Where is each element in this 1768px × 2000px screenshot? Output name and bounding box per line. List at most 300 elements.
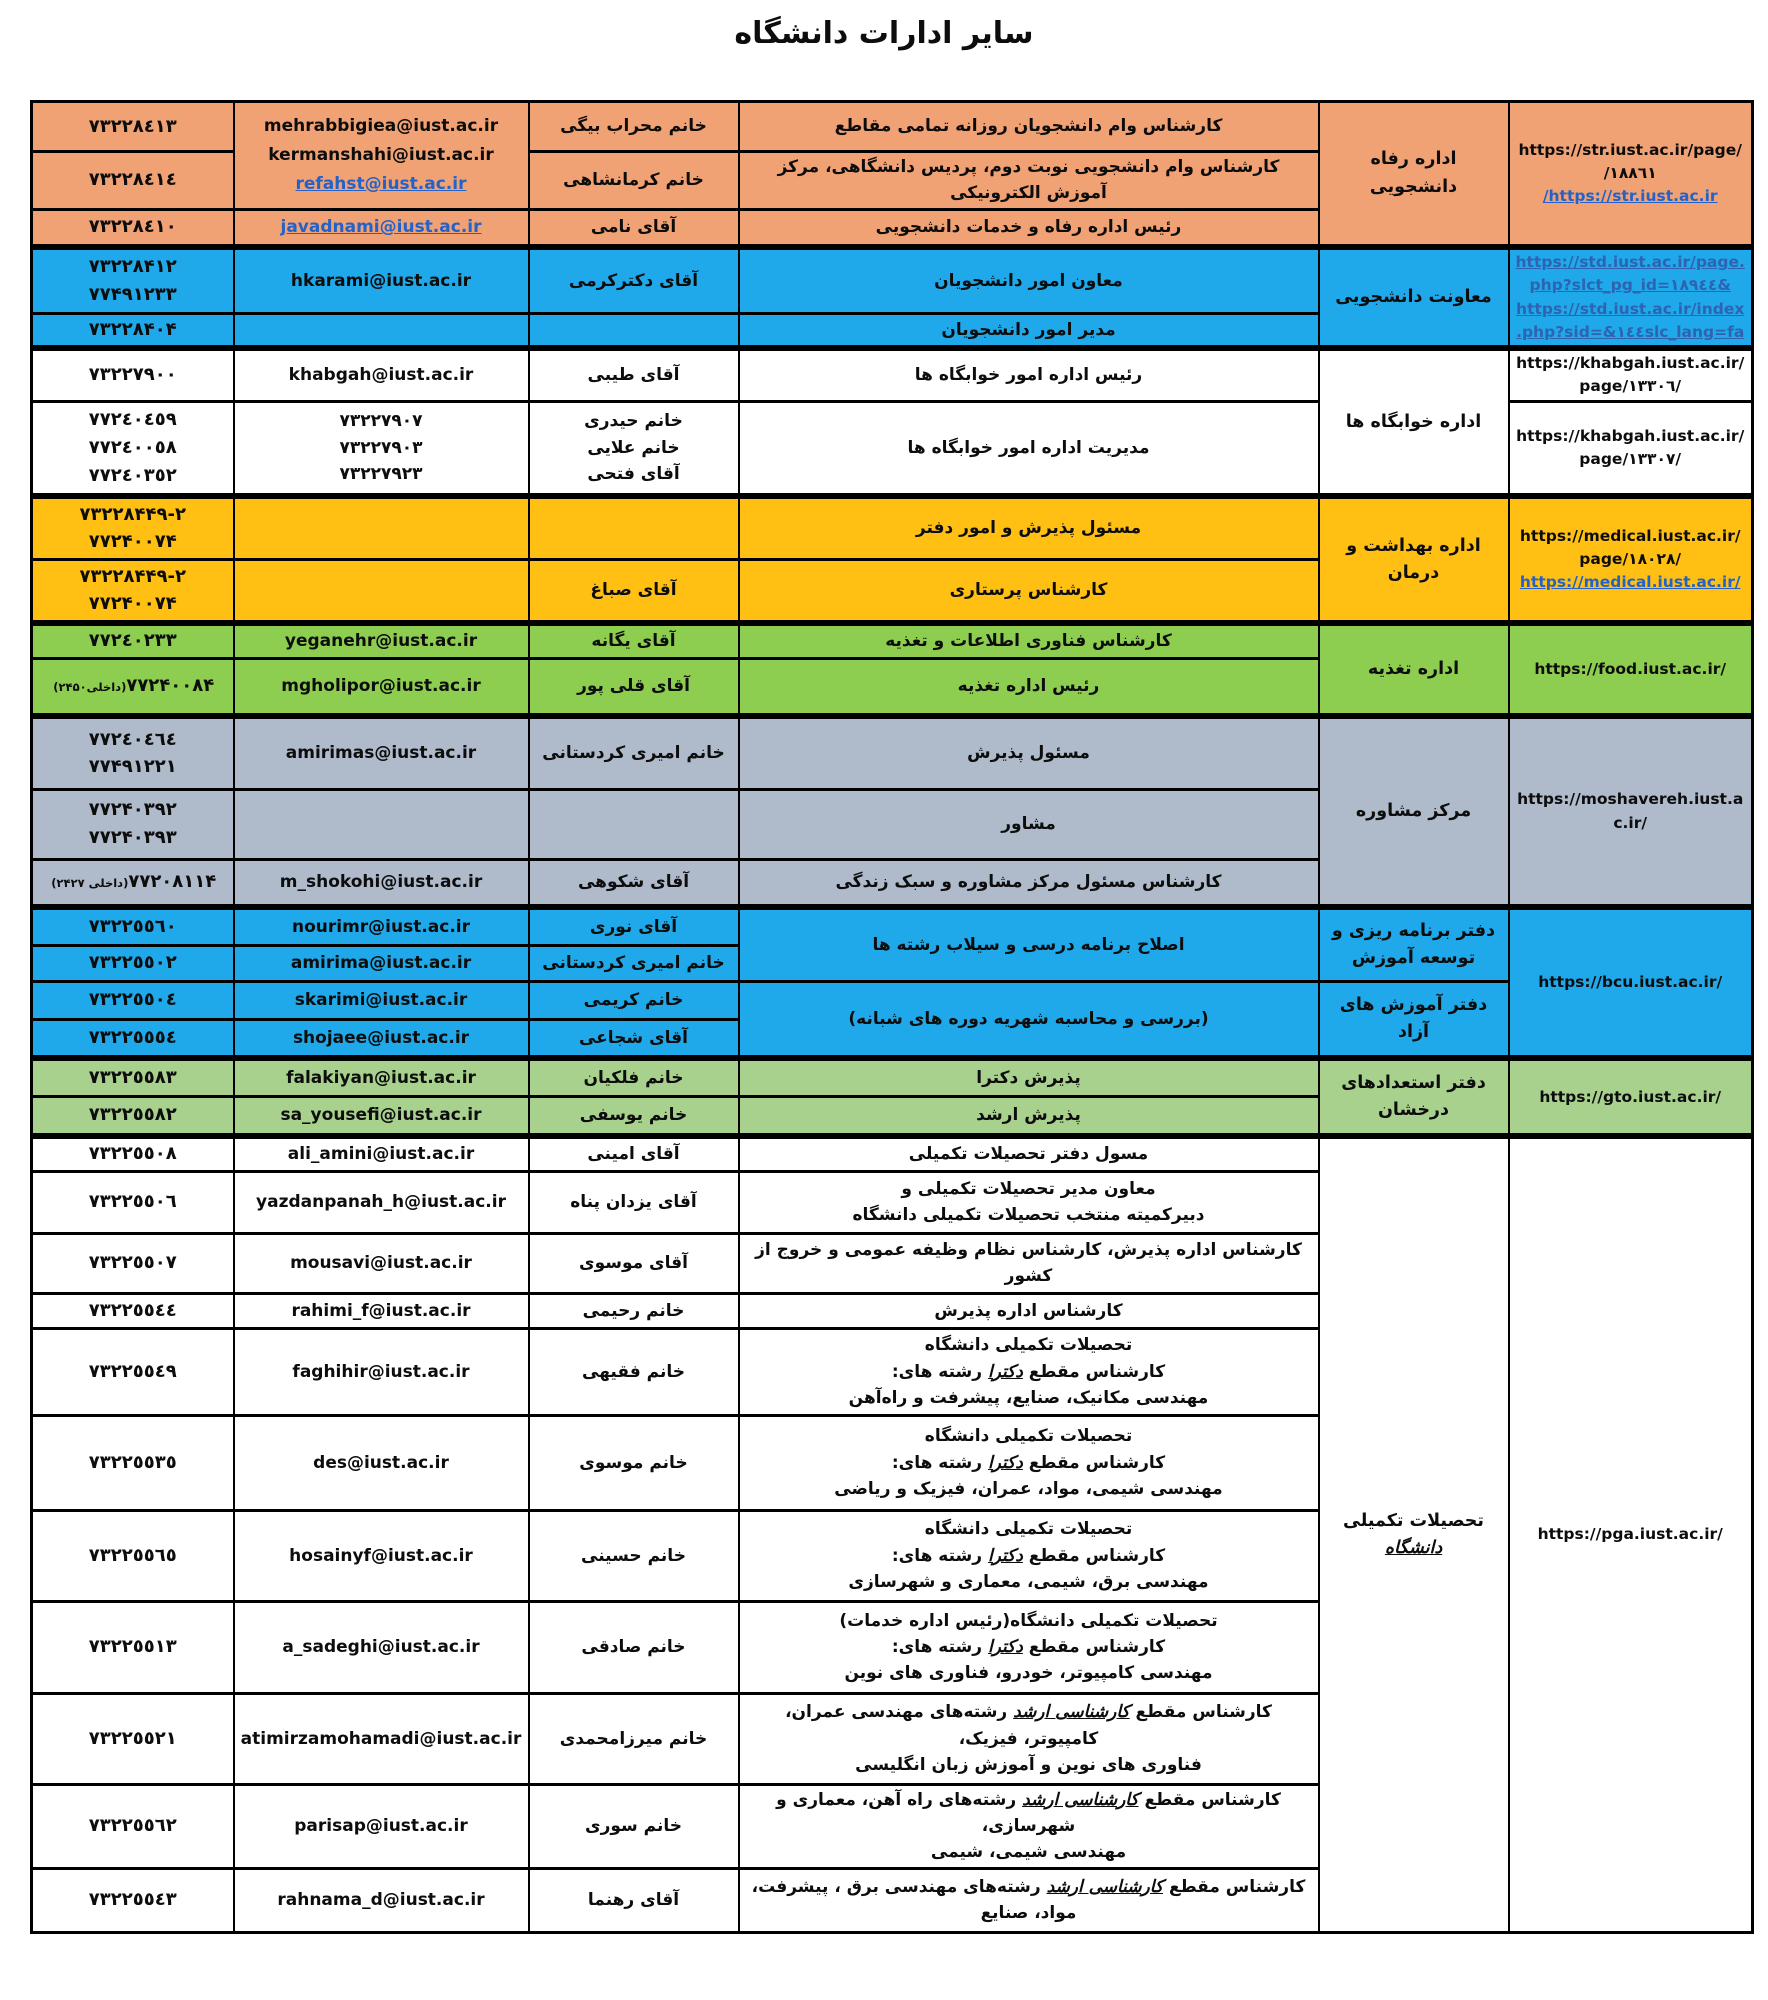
- dept-name: مرکز مشاوره: [1355, 801, 1472, 822]
- email-text: m_shokohi@iust.ac.ir: [279, 872, 483, 893]
- dept-name: معاونت دانشجویی: [1335, 287, 1492, 308]
- role-text: رئیس اداره تغذیه: [957, 676, 1100, 697]
- phone-cell: [32, 1601, 234, 1693]
- dept-cell: [1319, 623, 1509, 716]
- phone-cell: [32, 1171, 234, 1233]
- email-cell: [234, 559, 529, 623]
- dept-name: توسعه آموزش: [1351, 947, 1476, 968]
- name-cell: [529, 401, 739, 496]
- person-name: خانم محراب بیگی: [560, 116, 707, 137]
- role-cell: [739, 859, 1319, 907]
- name-cell: [529, 1058, 739, 1096]
- phone-cell: [32, 1096, 234, 1136]
- phone-number: ٧٧۴٩١٢٣٣: [88, 283, 177, 305]
- phone-number: ٧٣٢٢٥٥٠٧: [88, 1252, 177, 1274]
- name-cell: [529, 1171, 739, 1233]
- email-cell: [234, 1601, 529, 1693]
- dept-name: درخشان: [1378, 1100, 1449, 1121]
- dept-cell: [1319, 348, 1509, 496]
- phone-cell: [32, 1328, 234, 1415]
- phone-number: ٧٣٢٢٨۴۴٢-٩: [79, 565, 186, 587]
- name-cell: [529, 945, 739, 981]
- email-cell: [234, 1058, 529, 1096]
- person-name: آقای موسوی: [579, 1253, 688, 1274]
- name-cell: [529, 1868, 739, 1932]
- person-name: آقای یزدان پناه: [570, 1192, 697, 1213]
- role-cell: [739, 348, 1319, 401]
- role-text: تحصیلات تکمیلی دانشگاه: [924, 1335, 1133, 1356]
- person-name: خانم رحیمی: [582, 1300, 685, 1321]
- person-name: خانم صادقی: [581, 1637, 686, 1658]
- role-text: رئیس اداره رفاه و خدمات دانشجویی: [875, 217, 1182, 238]
- email-cell: [234, 1171, 529, 1233]
- phone-cell: [32, 716, 234, 789]
- email-text: faghihir@iust.ac.ir: [292, 1361, 470, 1382]
- dept-name: اداره تغذیه: [1367, 659, 1460, 680]
- name-cell: [529, 1415, 739, 1510]
- email-cell: [234, 716, 529, 789]
- phone-number: ٧٧٢٤٠٤٥٩: [88, 409, 177, 431]
- phone-number: ٧٣٢٢٥٥٠٨: [88, 1143, 177, 1165]
- person-name: آقای صباغ: [590, 580, 677, 601]
- url-line: https://pga.iust.ac.ir/: [1537, 1525, 1723, 1544]
- email-cell: [234, 401, 529, 496]
- name-cell: [529, 859, 739, 907]
- phone-number: ٧٣٢٢٥٥٨٣: [88, 1066, 177, 1088]
- role-text: رئیس اداره امور خوابگاه ها: [914, 365, 1143, 386]
- url-line: https://khabgah.iust.ac.ir/: [1516, 426, 1745, 445]
- name-cell: [529, 1784, 739, 1868]
- url-cell: [1509, 623, 1753, 716]
- email-cell: [234, 1096, 529, 1136]
- person-name: خانم امیری کردستانی: [542, 953, 725, 974]
- website-link[interactable]: https://medical.iust.ac.ir/: [1519, 573, 1741, 592]
- email-text: a_sadeghi@iust.ac.ir: [282, 1637, 480, 1658]
- url-line: https://str.iust.ac.ir/page/: [1518, 140, 1742, 159]
- phone-number: ٧٣٢٢٥٥٣٥: [88, 1451, 177, 1473]
- email-text: rahnama_d@iust.ac.ir: [277, 1890, 485, 1911]
- name-cell: [529, 1136, 739, 1171]
- role-cell: [739, 559, 1319, 623]
- role-cell: [739, 981, 1319, 1058]
- email-cell: [234, 945, 529, 981]
- phone-number: ٧٧٢۴٠٠٧۴: [88, 531, 177, 553]
- phone-number: ٧٣٢٢٨٤١٣: [88, 115, 177, 137]
- email-cell: [234, 1784, 529, 1868]
- person-name: خانم سوری: [584, 1816, 682, 1837]
- role-text: مسئول پذیرش: [967, 743, 1090, 764]
- role-text: کارشناس پرستاری: [949, 580, 1108, 601]
- name-cell: [529, 209, 739, 247]
- role-text: مهندسی شیمی، شیمی: [930, 1842, 1127, 1863]
- email-link[interactable]: refahst@iust.ac.ir: [295, 173, 467, 194]
- phone-number: ٧٣٢٢٧٩٠٠: [88, 364, 177, 386]
- role-cell: [739, 1171, 1319, 1233]
- phone-cell: [32, 623, 234, 658]
- phone-cell: [32, 1510, 234, 1601]
- role-text: معاون مدیر تحصیلات تکمیلی و: [901, 1178, 1156, 1199]
- role-text: کارشناس مقطع کارشناسی ارشد رشته‌های راه آهن، معماری و شهرسازی،: [776, 1789, 1281, 1837]
- email-text: sa_yousefi@iust.ac.ir: [280, 1105, 482, 1126]
- role-cell: [739, 1058, 1319, 1096]
- role-text: تحصیلات تکمیلی دانشگاه(رئیس اداره خدمات): [839, 1610, 1218, 1631]
- role-text: پذیرش دکترا: [976, 1067, 1081, 1088]
- role-cell: [739, 789, 1319, 859]
- email-text: kermanshahi@iust.ac.ir: [268, 144, 494, 165]
- role-cell: [739, 1293, 1319, 1328]
- dept-name: دفتر استعدادهای: [1341, 1073, 1486, 1094]
- name-cell: [529, 1233, 739, 1293]
- role-cell: [739, 102, 1319, 152]
- phone-cell: [32, 1693, 234, 1784]
- phone-cell: [32, 1415, 234, 1510]
- email-cell: [234, 981, 529, 1019]
- email-cell: [234, 1415, 529, 1510]
- phone-number: ٧٣٢٢٨۴۴٢-٩: [79, 503, 186, 525]
- phone-number: ٧٣٢٢٨٤١٠: [88, 216, 177, 238]
- role-text: مشاور: [1001, 814, 1056, 835]
- email-text: rahimi_f@iust.ac.ir: [291, 1300, 471, 1321]
- name-cell: [529, 559, 739, 623]
- phone-cell: [32, 348, 234, 401]
- phone-number: ٧٣٢٢٥٥٤٤: [88, 1299, 177, 1321]
- phone-number: ٧٣٢٢٧٩٠٣: [339, 437, 423, 458]
- phone-cell: [32, 1019, 234, 1058]
- phone-cell: [32, 209, 234, 247]
- email-text: amirima@iust.ac.ir: [290, 953, 472, 974]
- email-cell: [234, 1510, 529, 1601]
- name-cell: [529, 1293, 739, 1328]
- url-line: https://moshavereh.iust.a: [1517, 790, 1744, 809]
- dept-name: دفتر آموزش های آزاد: [1339, 994, 1488, 1042]
- role-text: کارشناس اداره پذیرش، کارشناس نظام وظیفه عمومی و خروج از کشور: [755, 1239, 1302, 1287]
- phone-cell: [32, 1136, 234, 1171]
- page-title: سایر ادارات دانشگاه: [734, 16, 1034, 51]
- person-name: آقای نامی: [590, 217, 677, 238]
- phone-number: ٧٧٢٤٠٢٣٣: [88, 630, 177, 652]
- dept-cell: [1319, 981, 1509, 1058]
- person-name: خانم میرزامحمدی: [559, 1728, 708, 1749]
- name-cell: [529, 1601, 739, 1693]
- dept-name: دفتر برنامه ریزی و: [1331, 920, 1496, 941]
- role-text: کارشناس مقطع دکترا رشته های:: [891, 1452, 1166, 1473]
- phone-cell: [32, 1868, 234, 1932]
- name-cell: [529, 348, 739, 401]
- phone-cell: [32, 789, 234, 859]
- person-name: خانم کریمی: [583, 990, 684, 1011]
- url-cell: [1509, 1058, 1753, 1136]
- role-cell: [739, 313, 1319, 348]
- person-name: خانم علایی: [587, 437, 680, 458]
- role-text: مهندسی برق، شیمی، معماری و شهرسازی: [848, 1571, 1209, 1592]
- url-cell: [1509, 401, 1753, 496]
- email-cell: [234, 1136, 529, 1171]
- role-cell: [739, 401, 1319, 496]
- email-cell: [234, 1293, 529, 1328]
- person-name: خانم یوسفی: [579, 1105, 688, 1126]
- name-cell: [529, 247, 739, 313]
- phone-number: ٧٣٢٢٨۴٠۴: [88, 319, 177, 341]
- role-text: کارشناس اداره پذیرش: [934, 1300, 1123, 1321]
- email-text: skarimi@iust.ac.ir: [294, 990, 468, 1011]
- phone-number: ٧٧٢٠٨١١۴(داخلی ۲۴۲۷): [51, 871, 217, 893]
- person-name: خانم امیری کردستانی: [542, 743, 725, 764]
- phone-number: ٧٣٢٢٨٤١٤: [88, 169, 177, 191]
- phone-number: ٧٧٢۴٠٣٩٢: [88, 799, 177, 821]
- phone-number: ٧٣٢٢٥٥٠٦: [88, 1191, 177, 1213]
- phone-number: ٧٣٢٢٥٥٦٠: [88, 915, 177, 937]
- name-cell: [529, 102, 739, 152]
- name-cell: [529, 1693, 739, 1784]
- phone-cell: [32, 401, 234, 496]
- dept-cell: [1319, 102, 1509, 248]
- person-name: آقای فتحی: [587, 464, 680, 485]
- role-text: مدیریت اداره امور خوابگاه ها: [907, 437, 1150, 458]
- name-cell: [529, 1096, 739, 1136]
- email-text: mousavi@iust.ac.ir: [290, 1253, 472, 1274]
- person-name: آقای رهنما: [587, 1890, 680, 1911]
- url-line: https://bcu.iust.ac.ir/: [1538, 973, 1723, 992]
- role-text: کارشناس مقطع دکترا رشته های:: [891, 1361, 1166, 1382]
- phone-number: ٧٧٢٤٠٣٥٢: [88, 464, 177, 486]
- name-cell: [529, 1510, 739, 1601]
- phone-cell: [32, 152, 234, 210]
- role-cell: [739, 716, 1319, 789]
- phone-number: ٧٧٢٤٠٤٦٤: [88, 728, 177, 750]
- website-link[interactable]: php?slct_pg_id=١٨٩٤٤&: [1529, 276, 1731, 295]
- email-text: yeganehr@iust.ac.ir: [284, 631, 478, 652]
- role-cell: [739, 1693, 1319, 1784]
- email-cell: [234, 1328, 529, 1415]
- phone-number: ٧٧٢۴٠٠٨۴(داخلی۲۴۵۰): [53, 675, 215, 697]
- email-cell: [234, 313, 529, 348]
- email-cell: [234, 1019, 529, 1058]
- email-cell: [234, 859, 529, 907]
- dept-cell: [1319, 247, 1509, 348]
- url-line: c.ir/: [1613, 813, 1648, 832]
- role-text: فناوری های نوین و آموزش زبان انگلیسی: [855, 1754, 1202, 1775]
- phone-number: ٧٣٢٢٥٥٨٢: [88, 1104, 177, 1126]
- phone-number: ٧٧٢۴٠٣٩٣: [88, 827, 177, 849]
- dept-cell: [1319, 1058, 1509, 1136]
- email-cell: [234, 1868, 529, 1932]
- phone-cell: [32, 981, 234, 1019]
- name-cell: [529, 496, 739, 559]
- phone-cell: [32, 658, 234, 716]
- email-text: des@iust.ac.ir: [313, 1452, 449, 1473]
- website-link[interactable]: /https://str.iust.ac.ir: [1542, 187, 1718, 206]
- person-name: خانم کرمانشاهی: [563, 170, 704, 191]
- role-cell: [739, 496, 1319, 559]
- email-cell: [234, 247, 529, 313]
- name-cell: [529, 1328, 739, 1415]
- role-cell: [739, 1328, 1319, 1415]
- name-cell: [529, 907, 739, 945]
- role-cell: [739, 1136, 1319, 1171]
- phone-cell: [32, 496, 234, 559]
- role-text: تحصیلات تکمیلی دانشگاه: [924, 1426, 1133, 1447]
- url-cell: [1509, 1136, 1753, 1932]
- name-cell: [529, 981, 739, 1019]
- person-name: خانم حیدری: [584, 411, 683, 432]
- phone-number: ٧٣٢٢٥٥١٣: [88, 1636, 177, 1658]
- role-text: کارشناس مقطع دکترا رشته های:: [891, 1637, 1166, 1658]
- phone-number: ٧٣٢٢٥٥٦٢: [88, 1815, 177, 1837]
- role-text: کارشناس مقطع دکترا رشته های:: [891, 1545, 1166, 1566]
- website-link[interactable]: https://std.iust.ac.ir/page.: [1515, 253, 1745, 272]
- role-cell: [739, 623, 1319, 658]
- phone-number: ٧٣٢٢٥٥٥٤: [88, 1026, 177, 1048]
- name-cell: [529, 658, 739, 716]
- email-text: atimirzamohamadi@iust.ac.ir: [240, 1728, 522, 1749]
- role-text: کارشناس مسئول مرکز مشاوره و سبک زندگی: [835, 872, 1222, 893]
- role-text: (بررسی و محاسبه شهریه دوره های شبانه): [848, 1008, 1209, 1029]
- phone-number: ٧٧۴٩١٢٢١: [88, 756, 177, 778]
- phone-cell: [32, 1233, 234, 1293]
- url-cell: [1509, 907, 1753, 1058]
- role-text: معاون امور دانشجویان: [934, 270, 1123, 291]
- url-cell: [1509, 496, 1753, 623]
- phone-cell: [32, 1293, 234, 1328]
- phone-number: ٧٣٢٢٧٩٢٣: [339, 464, 423, 485]
- dept-cell: [1319, 1136, 1509, 1932]
- url-line: page/١٨٠٢٨/: [1579, 550, 1682, 569]
- person-name: خانم موسوی: [579, 1452, 688, 1473]
- role-cell: [739, 209, 1319, 247]
- name-cell: [529, 152, 739, 210]
- phone-number: ٧٣٢٢٥٥٤٩: [88, 1360, 177, 1382]
- website-link[interactable]: https://std.iust.ac.ir/index: [1516, 299, 1745, 318]
- phone-cell: [32, 1058, 234, 1096]
- role-cell: [739, 1601, 1319, 1693]
- phone-number: ٧٧٢٤٠٠٥٨: [88, 436, 177, 458]
- role-cell: [739, 152, 1319, 210]
- url-cell: [1509, 716, 1753, 907]
- dept-cell: [1319, 716, 1509, 907]
- phone-cell: [32, 247, 234, 313]
- url-line: https://medical.iust.ac.ir/: [1519, 526, 1741, 545]
- phone-number: ٧٣٢٢٥٥٤٣: [88, 1889, 177, 1911]
- url-line: page/١٣٣٠٦/: [1579, 377, 1682, 396]
- role-cell: [739, 247, 1319, 313]
- role-cell: [739, 1096, 1319, 1136]
- role-text: کارشناس وام دانشجویی نوبت دوم، پردیس دانشگاهی، مرکز آموزش الکترونیکی: [777, 157, 1280, 204]
- role-text: اصلاح برنامه درسی و سیلاب رشته ها: [872, 934, 1185, 955]
- url-line: https://food.iust.ac.ir/: [1534, 660, 1727, 679]
- name-cell: [529, 789, 739, 859]
- dept-cell: [1319, 907, 1509, 981]
- role-text: مسول دفتر تحصیلات تکمیلی: [908, 1144, 1149, 1165]
- email-cell: [234, 907, 529, 945]
- dept-name: اداره بهداشت و درمان: [1346, 535, 1481, 583]
- extension-number: (داخلی ۲۴۲۷): [51, 876, 129, 891]
- phone-cell: [32, 907, 234, 945]
- email-text: hosainyf@iust.ac.ir: [289, 1545, 473, 1566]
- phone-cell: [32, 1784, 234, 1868]
- person-name: آقای نوری: [589, 916, 678, 937]
- url-cell: [1509, 247, 1753, 348]
- role-text: مسئول پذیرش و امور دفتر: [915, 518, 1142, 539]
- email-cell: [234, 348, 529, 401]
- phone-number: ٧٣٢٢٥٥٠٢: [88, 952, 177, 974]
- url-cell: [1509, 348, 1753, 401]
- email-cell: [234, 102, 529, 210]
- role-text: کارشناس مقطع کارشناسی ارشد رشته‌های مهندسی برق ، پیشرفت، مواد، صنایع: [751, 1876, 1306, 1924]
- phone-cell: [32, 945, 234, 981]
- website-link[interactable]: .php?sid=&١٤٤slc_lang=fa: [1516, 322, 1745, 341]
- url-line: /١٨٨٦١: [1603, 163, 1657, 182]
- email-text: mehrabbigiea@iust.ac.ir: [263, 116, 499, 136]
- email-link[interactable]: javadnami@iust.ac.ir: [280, 217, 482, 238]
- role-text: کارشناس مقطع کارشناسی ارشد رشته‌های مهندسی عمران، کامپیوتر، فیزیک،: [785, 1702, 1272, 1749]
- url-line: https://gto.iust.ac.ir/: [1539, 1087, 1722, 1106]
- person-name: آقای یگانه: [591, 631, 676, 652]
- phone-number: ٧٣٢٢٥٥٢١: [88, 1727, 177, 1749]
- role-text: کارشناس وام دانشجویان روزانه تمامی مقاطع: [834, 116, 1223, 137]
- email-text: falakiyan@iust.ac.ir: [286, 1067, 476, 1088]
- person-name: آقای شجاعی: [578, 1027, 688, 1048]
- role-cell: [739, 1233, 1319, 1293]
- email-text: amirimas@iust.ac.ir: [285, 743, 477, 764]
- phone-number: ٧٧٢۴٠٠٧۴: [88, 593, 177, 615]
- name-cell: [529, 716, 739, 789]
- role-text: مهندسی شیمی، مواد، عمران، فیزیک و ریاضی: [834, 1478, 1223, 1499]
- email-text: khabgah@iust.ac.ir: [288, 365, 474, 386]
- person-name: خانم فلکیان: [583, 1067, 684, 1088]
- phone-cell: [32, 102, 234, 152]
- role-cell: [739, 1784, 1319, 1868]
- role-cell: [739, 658, 1319, 716]
- dept-cell: [1319, 496, 1509, 623]
- phone-number: ٧٣٢٢٧٩٠٧: [339, 411, 423, 432]
- role-cell: [739, 1415, 1319, 1510]
- email-cell: [234, 1233, 529, 1293]
- email-text: shojaee@iust.ac.ir: [292, 1027, 470, 1048]
- email-text: ali_amini@iust.ac.ir: [287, 1144, 475, 1165]
- person-name: آقای طیبی: [587, 365, 680, 386]
- person-name: خانم فقیهی: [582, 1361, 685, 1382]
- email-cell: [234, 623, 529, 658]
- person-name: آقای امینی: [587, 1144, 680, 1165]
- contacts-table: [30, 100, 1754, 1934]
- phone-number: ٧٣٢٢٨۴١٢: [88, 256, 177, 278]
- role-cell: [739, 1868, 1319, 1932]
- dept-name: دانشگاه: [1384, 1537, 1443, 1558]
- role-text: مدیر امور دانشجویان: [941, 319, 1116, 340]
- email-text: mgholipor@iust.ac.ir: [281, 676, 481, 697]
- dept-name: اداره خوابگاه ها: [1345, 411, 1482, 432]
- person-name: خانم حسینی: [581, 1545, 686, 1566]
- phone-cell: [32, 859, 234, 907]
- role-text: تحصیلات تکمیلی دانشگاه: [924, 1519, 1133, 1540]
- url-line: page/١٣٣٠٧/: [1579, 449, 1682, 468]
- person-name: آقای دکترکرمی: [568, 270, 699, 291]
- role-cell: [739, 907, 1319, 981]
- name-cell: [529, 313, 739, 348]
- email-cell: [234, 209, 529, 247]
- phone-number: ٧٣٢٢٥٥٠٤: [88, 989, 177, 1011]
- email-cell: [234, 496, 529, 559]
- email-cell: [234, 1693, 529, 1784]
- role-text: کارشناس فناوری اطلاعات و تغذیه: [885, 631, 1172, 652]
- dept-name: اداره رفاه دانشجویی: [1369, 149, 1458, 197]
- url-line: https://khabgah.iust.ac.ir/: [1516, 354, 1745, 373]
- email-text: parisap@iust.ac.ir: [294, 1816, 468, 1837]
- email-cell: [234, 658, 529, 716]
- email-cell: [234, 789, 529, 859]
- email-text: yazdanpanah_h@iust.ac.ir: [256, 1192, 506, 1213]
- role-text: دبیرکمیته منتخب تحصیلات تکمیلی دانشگاه: [852, 1205, 1205, 1226]
